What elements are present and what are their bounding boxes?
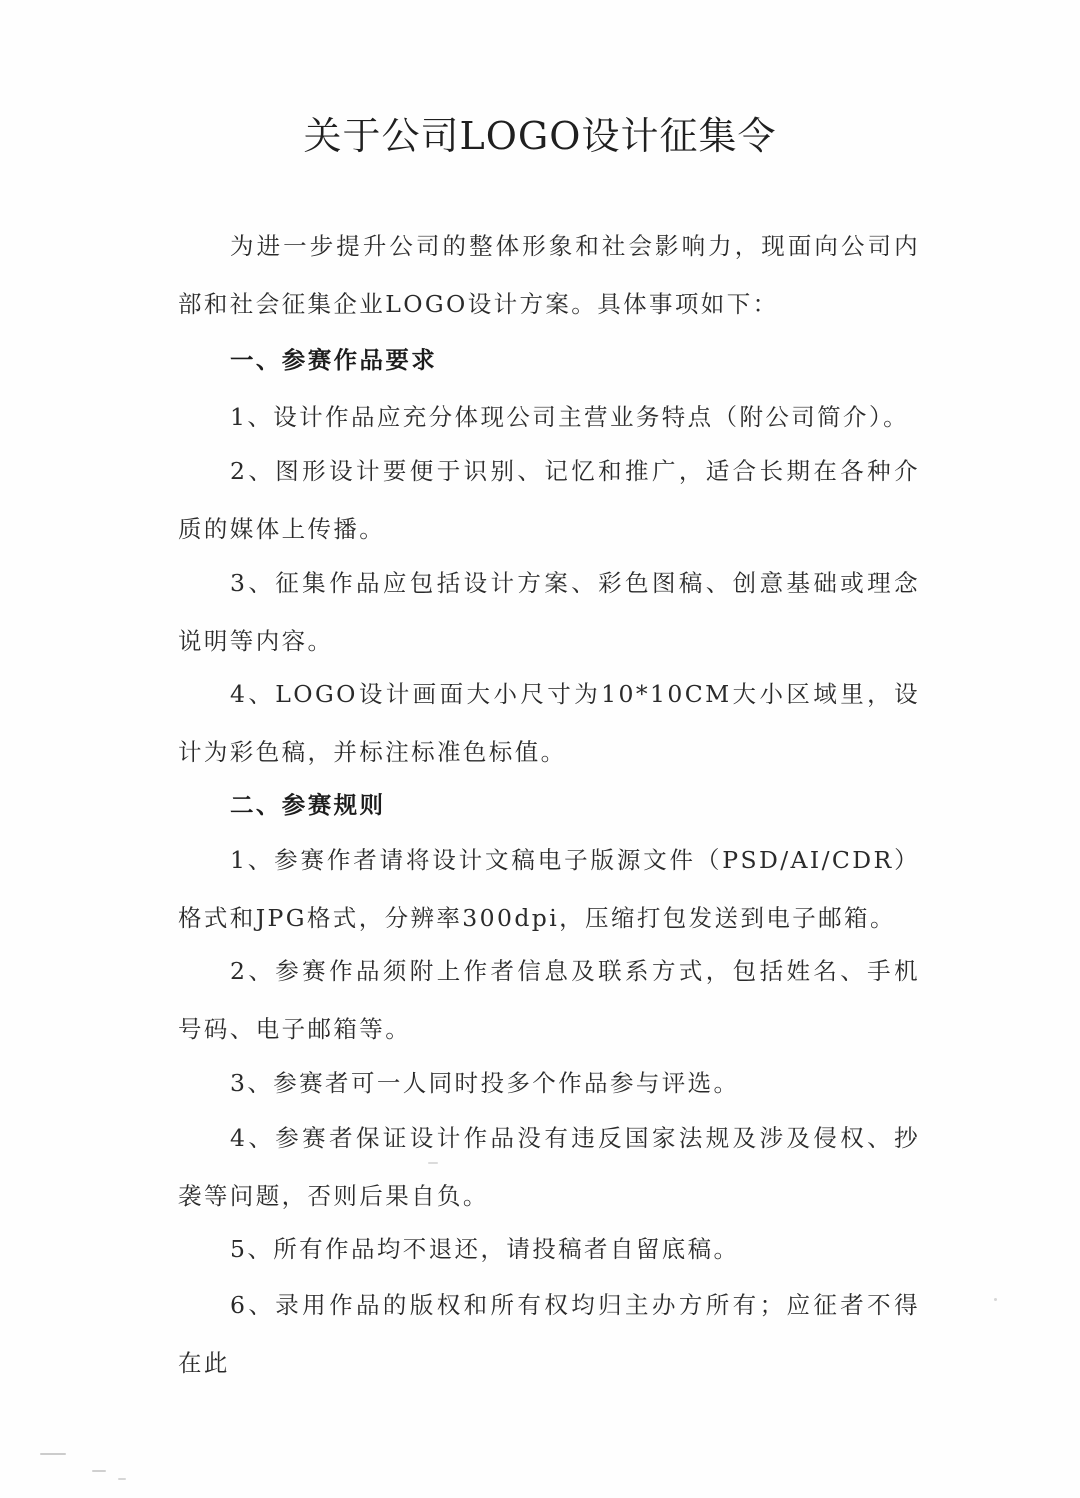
section-heading-rules: 二、参赛规则	[230, 791, 386, 819]
requirement-item-2: 2、图形设计要便于识别、记忆和推广，适合长期在各种介质的媒体上传播。	[178, 457, 920, 543]
requirement-item-1: 1、设计作品应充分体现公司主营业务特点（附公司简介）。	[230, 403, 910, 431]
intro-paragraph: 为进一步提升公司的整体形象和社会影响力，现面向公司内部和社会征集企业LOGO设计方案。具体事项如下：	[178, 232, 920, 318]
rule-item-3: 3、参赛者可一人同时投多个作品参与评选。	[230, 1069, 740, 1097]
scan-speck	[92, 1470, 106, 1472]
rule-item-2: 2、参赛作品须附上作者信息及联系方式，包括姓名、手机号码、电子邮箱等。	[178, 957, 920, 1043]
document-title: 关于公司LOGO设计征集令	[303, 114, 777, 158]
scan-speck	[40, 1453, 66, 1455]
rule-item-4: 4、参赛者保证设计作品没有违反国家法规及涉及侵权、抄袭等问题，否则后果自负。	[178, 1124, 920, 1210]
requirement-item-3: 3、征集作品应包括设计方案、彩色图稿、创意基础或理念说明等内容。	[178, 569, 920, 655]
scan-speck	[428, 1162, 438, 1164]
section-heading-requirements: 一、参赛作品要求	[230, 346, 438, 374]
rule-item-1: 1、参赛作者请将设计文稿电子版源文件（PSD/AI/CDR）格式和JPG格式，分辨率300dpi，压缩打包发送到电子邮箱。	[178, 846, 920, 932]
rule-item-5: 5、所有作品均不退还，请投稿者自留底稿。	[230, 1235, 740, 1263]
scan-speck	[118, 1478, 126, 1480]
scan-speck	[994, 1298, 997, 1301]
requirement-item-4: 4、LOGO设计画面大小尺寸为10*10CM大小区域里，设计为彩色稿，并标注标准色标值。	[178, 680, 920, 766]
rule-item-6: 6、录用作品的版权和所有权均归主办方所有；应征者不得在此	[178, 1291, 920, 1377]
